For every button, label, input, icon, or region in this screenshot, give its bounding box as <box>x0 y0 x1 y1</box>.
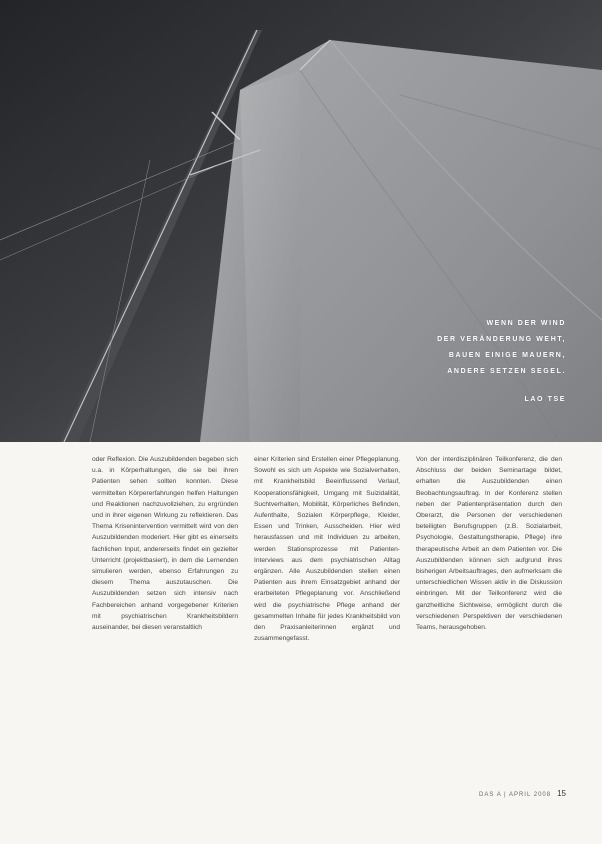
paragraph: Von der interdisziplinären Teilkonferenz, die den Abschluss der beiden Seminartage bildet, erhalten die Auszubildenden einen Beobachtungsauftrag. In der Konferenz stellen neben der Patientenpräsentation durch den Oberarzt, die Personen der verschiedenen beteiligten Berufsgruppen (z.B. Sozialarbeit, Psychologie, Gestaltungstherapie, Pflege) ihre therapeutische Arbeit an dem Patienten vor. Die Auszubildenden können sich aufgrund ihres bisherigen Arbeitsauftrages, den aufmerksam die unterschiedlichen Wissen aktiv in die Diskussion einbringen. Mit der Teilkonferenz wird die ganzheitliche Sichtweise, ermöglicht durch die verschiedenen Perspektiven der verschiedenen Teams, herausgehoben. <box>416 456 562 632</box>
article-body <box>92 454 564 794</box>
quote-line: DER VERÄNDERUNG WEHT, <box>437 336 566 343</box>
paragraph: einer Kriterien sind Erstellen einer Pflegeplanung. Sowohl es sich um Aspekte wie Sozialverhalten, mit Krankheitsbild Beeinflussend Verlauf, Kooperationsfähigkeit, Umgang mit Suizidalität, Suchtverhalten, Mobilität, Körperliches Befinden, Aufenthalte, Sozialen Körperpflege, Kleider, Essen und Trinken, Ausscheiden. Hier wird herausfassen und mit Individuen zu arbeiten, werden Stationsprozesse mit Patienten-Interviews aus dem psychiatrischen Alltag ergänzen. Alle Auszubildenden stellen einen Patienten aus ihrem Einsatzgebiet anhand der erarbeiteten Pflegeplanung vor. Anschließend wird die psychiatrische Pflege anhand der gesammelten Inhalte für jedes Krankheitsbild von den Praxisanleiterinnen ergänzt und zusammengefasst. <box>254 456 400 643</box>
paragraph: oder Reflexion. Die Auszubildenden begeben sich u.a. in Körperhaltungen, die sie bei ihren Patienten sehen sollten konnten. Diese vermittelten Körpererfahrungen helfen Haltungen und Reaktionen nachzuvollziehen, zu ergründen und in ihrer eigenen Wirkung zu reflektieren. Das Thema Krisenintervention vermittelt wird von den Auszubildenden moderiert. Hier gibt es einerseits fachlichen Input, andererseits findet ein gezielter Unterricht (projektbasiert), in dem die Lernenden simulieren werden, ebenso Erfahrungen zu diesem Thema auszutauschen. Die Auszubildenden setzen sich intensiv nach Fachbereichen anhand vorgegebener Kriterien mit psychiatrischen Krankheitsbildern auseinander, bei diesen veranstaltlich <box>92 456 238 632</box>
text-column-3 <box>416 454 562 633</box>
page-footer <box>479 789 566 798</box>
text-column-1 <box>92 454 238 633</box>
quote-line: ANDERE SETZEN SEGEL. <box>447 368 566 375</box>
page-number: 15 <box>557 789 566 798</box>
text-column-2 <box>254 454 400 644</box>
quote-line: WENN DER WIND <box>486 320 566 327</box>
quote-block <box>437 316 566 408</box>
quote-author: LAO TSE <box>524 396 566 403</box>
issue-label: DAS A | APRIL 2008 <box>479 792 552 798</box>
quote-line: BAUEN EINIGE MAUERN, <box>448 352 566 359</box>
